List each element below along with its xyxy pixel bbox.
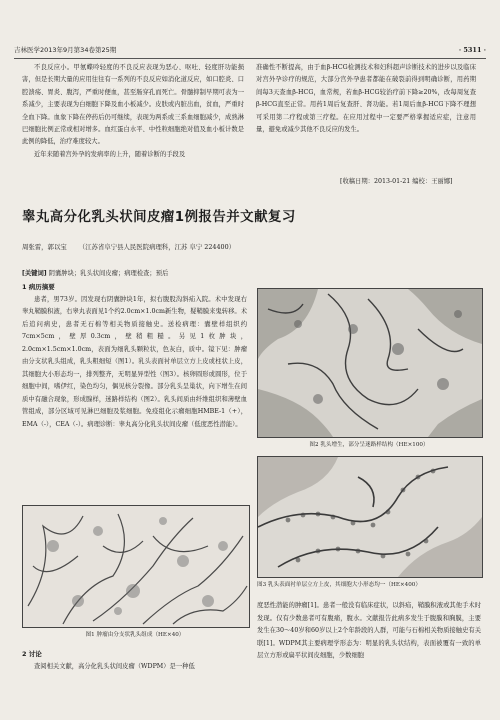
paragraph: 准确性不断提高，由于血β-HCG检测技术和妇科超声诊断技术的进步以及临床对宫外孕诊疗的规范，大部分宫外孕患者都能在破裂前得到明确诊断，用药期间每3天查血β-HCG，血常规，若血β-HCG较治疗前下降≥20%，改每周复查β-HCG直至正常。用药1周后复查肝、肾功能。若1周后血β-HCG下降不理想可采用第二疗程或第三疗程。在应用过程中一定要严格掌握适应症，注意用量，避免或减少其他不良反应的发生。: [256, 64, 476, 134]
section-heading-discussion: 2 讨论: [22, 650, 42, 658]
paragraph: 查阅相关文献，高分化乳头状间皮瘤（WDPM）是一种低: [34, 662, 195, 670]
keywords: [22, 268, 247, 280]
figure-1-micrograph: [22, 505, 250, 628]
discussion-left-column: [22, 648, 247, 673]
running-header: [14, 44, 486, 59]
figure-1-caption: 图1 肿瘤由分支状乳头组成（HE×40）: [85, 632, 185, 638]
previous-article-right-column: [256, 62, 476, 136]
author-line: [22, 241, 482, 253]
article-title: 睾丸高分化乳头状间皮瘤1例报告并文献复习: [22, 210, 296, 225]
case-report-section: [22, 281, 247, 431]
paragraph: 不良反应小。甲氨蝶呤轻度的不良反应表现为恶心、呕吐、轻度肝功能损害，但是长期大量的应用往往有一系列的不良反应如消化道反应，如口腔炎、口腔溃疡、胃炎、腹泻，严重时便血，甚至肠穿孔而死亡。骨髓抑制早期可表为一系减少，主要表现为白细胞下降及血小板减少。皮肤或内脏出血，贫血，严重时全血下降。血象下降在停药后仍可继续，表现为两系或三系血细胞减少，成熟淋巴细胞比例正常或相对增多。血红蛋白水平、中性粒细胞绝对值及血小板计数是此例的降低，治疗难度较大。: [22, 64, 244, 146]
received-date: [收稿日期：2013-01-21 编校：王丽娜]: [340, 178, 453, 185]
figure-2-micrograph: [257, 288, 483, 438]
journal-info: 吉林医学2013年9月第34卷第25期: [14, 46, 117, 54]
figure-2-caption: 图2 乳头增生，部分呈迷路样结构（HE×100）: [309, 442, 429, 448]
discussion-right-column: [257, 600, 481, 663]
page-number: · 5311 ·: [458, 46, 486, 54]
author-affiliation: （江苏省阜宁县人民医院病理科，江苏 阜宁 224400）: [78, 243, 236, 251]
keywords-label: [关键词]: [22, 270, 47, 277]
section-heading-case: 1 病历摘要: [22, 283, 55, 291]
figure-3-caption: 图3 乳头表面衬单层立方上皮，其细胞大小形态均一（HE×400）: [257, 582, 421, 588]
paragraph: 患者，男73岁。因发现右阴囊肿块1年，拟右腹股沟斜疝入院。术中发现右睾丸鞘膜积液，右睾丸表面见1个约2.0cm×1.0cm新生物，疑鞘膜来鬼转移。术后追问病史，患者无石棉等相关物质接触史。送检病理：囊壁样组织约7cm×5cm，壁厚0.3cm，壁稍粗糙。另见1枚肿块，2.0cm×1.5cm×1.0cm，表面为细乳头颗粒状，色灰白，质中。镜下见：肿瘤由分支状乳头组成，乳头粗细短（图1）。乳头表面衬单层立方上皮或柱状上皮，其细胞大小形态均一，排列整齐，无明显异型性（图3）。核卵圆形或圆形，位于细胞中间，嗜伊红，染色均匀，偶见核分裂像。部分乳头呈巢状，向下增生在间质中有融合现象，形成腺样，迷路样结构（图2）。乳头间质由纤维组织和薄壁血管组成，部分区域可见淋巴细胞及浆细胞。免疫组化示瘤细胞HMBE-1（+），EMA（-），CEA（-）。病理诊断：睾丸高分化乳头状间皮瘤（低度恶性潜能）。: [22, 295, 247, 428]
paragraph: 度恶性潜能的肿瘤[1]。患者一般没有临床症状，以斜疝，鞘膜积液或其他手术时发现。仅有少数患者可有腹痛，腹水。文献报告此病多发生于腹膜和胸膜，主要发生在30～40岁和60岁以上2个年龄段的人群，可能与石棉相关物质接触史有关联[1]。WDPM其主要病理学形态为：明显的乳头状结构，表面被覆有一致的单层立方形或扁平状间皮细胞，少数细胞: [257, 602, 481, 659]
previous-article-left-column: [22, 62, 244, 161]
author-names: 周张雷，郭以宝: [22, 243, 67, 251]
figure-3-micrograph: [257, 456, 483, 578]
keywords-text: 阴囊肿块；乳头状间皮瘤；病理检查；预后: [48, 270, 169, 277]
paragraph: 近年来随着宫外孕的发病率的上升，随着诊断的手段及: [34, 150, 186, 158]
